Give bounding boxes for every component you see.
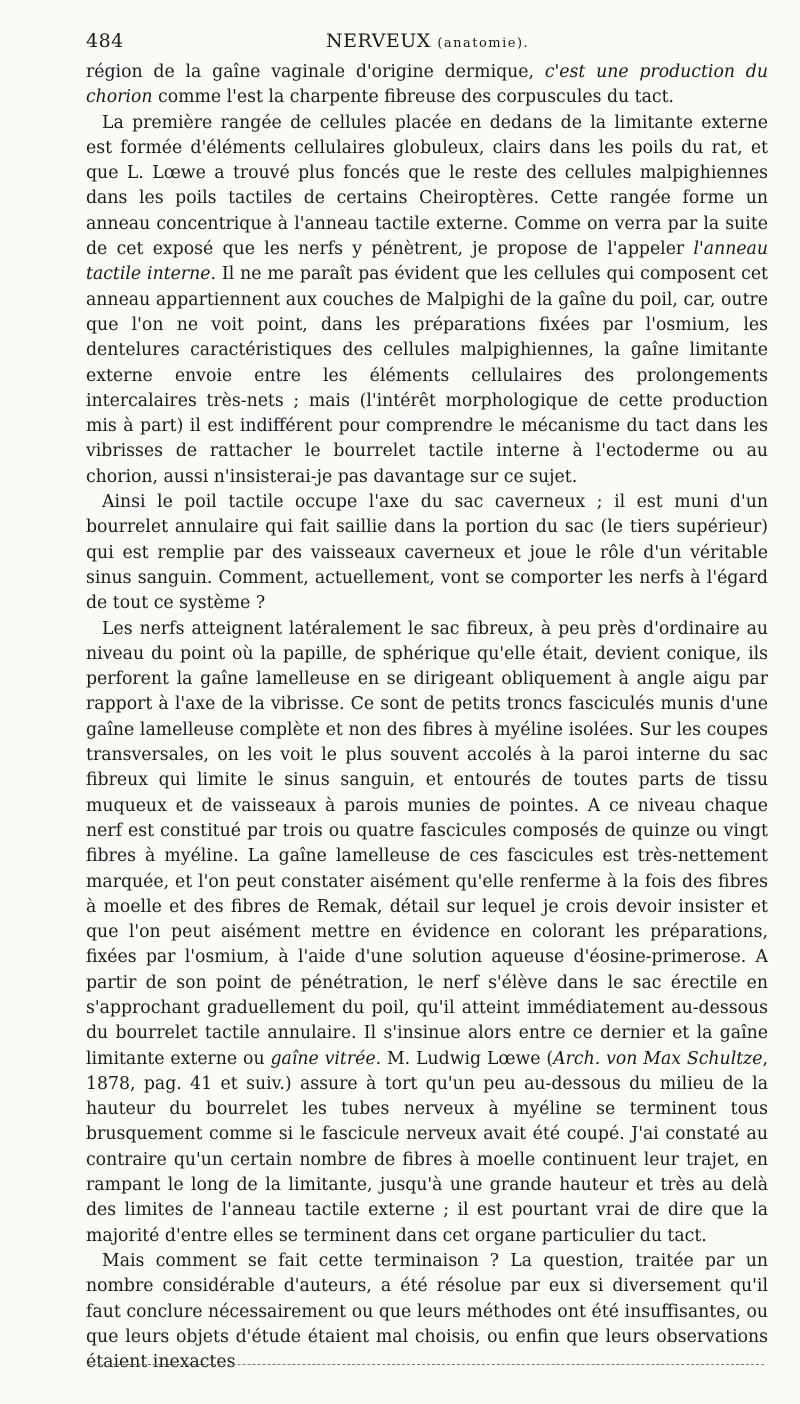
body-text xyxy=(86,60,768,1375)
paragraph-continuation xyxy=(86,60,768,111)
text-run: comme l'est la charpente fibreuse des corpuscules du tact. xyxy=(152,87,675,108)
text-run: La première rangée de cellules placée en dedans de la limitante externe est formée d'éléments cellulaires globuleux, clairs dans les poils du rat, et que L. Lœwe a trouvé plus foncés que le reste des cellules malpighiennes dans les poils tactiles de certains Cheiroptères. Cette rangée forme un anneau concentrique à l'anneau tactile externe. Comme on verra par la suite de cet exposé que les nerfs y pénètrent, je propose de l'appeler xyxy=(86,112,768,260)
text-run: , 1878, pag. 41 et suiv.) assure à tort qu'un peu au-dessous du milieu de la hauteur du bourrelet les tubes nerveux à myéline se terminent tous brusquement comme si le fascicule nerveux avait été coupé. J'ai constaté au contraire qu'un certain nombre de fibres à moelle continuent leur trajet, en rampant le long de la limitante, jusqu'à une grande hauteur et très au delà des limites de l'anneau tactile externe ; il est pourtant vrai de dire que la majorité d'entre elles se terminent dans cet organe particulier du tact. xyxy=(86,1048,768,1246)
italic-citation: Arch. von Max Schultze xyxy=(553,1048,763,1069)
book-page xyxy=(86,26,768,1375)
italic-text: c'est une production du chorion xyxy=(86,62,768,108)
italic-text: gaîne vitrée. xyxy=(270,1048,382,1069)
paragraph xyxy=(86,617,768,1249)
text-run: M. Ludwig Lœwe ( xyxy=(381,1048,554,1069)
title-main: NERVEUX xyxy=(326,30,431,52)
running-header xyxy=(86,26,768,60)
italic-text: l'anneau tactile interne. xyxy=(86,239,768,285)
running-title xyxy=(326,30,529,52)
paragraph xyxy=(86,111,768,490)
paragraph: Ainsi le poil tactile occupe l'axe du sac caverneux ; il est muni d'un bourrelet annulaire qui fait saillie dans la portion du sac (le tiers supérieur) qui est remplie par des vaisseaux caverneux et joue le rôle d'un véritable sinus sanguin. Comment, actuellement, vont se comporter les nerfs à l'égard de tout ce système ? xyxy=(86,492,768,614)
text-run: région de la gaîne vaginale d'origine dermique, xyxy=(86,62,545,82)
text-run: Il ne me paraît pas évident que les cellules qui composent cet anneau appartiennent aux couches de Malpighi de la gaîne du poil, car, outre que l'on ne voit point, dans les préparations fixées par l'osmium, les dentelures caractéristiques des cellules malpighiennes, la gaîne limitante externe envoie entre les éléments cellulaires des prolongements intercalaires très-nets ; mais (l'intérêt morphologique de cette production mis à part) il est indifférent pour comprendre le mécanisme du tact dans les vibrisses de rattacher le bourrelet tactile interne à l'ectoderme ou au chorion, aussi n'insisterai-je pas davantage sur ce sujet. xyxy=(86,264,769,487)
title-subtitle: (anatomie). xyxy=(437,36,530,51)
paragraph: Mais comment se fait cette terminaison ? La question, traitée par un nombre considérable d'auteurs, a été résolue par eux si diversement qu'il faut conclure nécessairement ou que leurs méthodes ont été insuffisantes, ou que leurs objets d'étude étaient mal choisis, ou enfin que leurs observations étaient inexactes xyxy=(86,1250,768,1373)
page-number: 484 xyxy=(86,30,124,52)
text-run: Les nerfs atteignent latéralement le sac fibreux, à peu près d'ordinaire au niveau du point où la papille, de sphérique qu'elle était, devient conique, ils perforent la gaîne lamelleuse en se dirigeant obliquement à angle aigu par rapport à l'axe de la vibrisse. Ce sont de petits troncs fasciculés munis d'une gaîne lamelleuse complète et non des fibres à myéline isolées. Sur les coupes transversales, on les voit le plus souvent accolés à la paroi interne du sac fibreux qui limite le sinus sanguin, et entourés de toutes parts de tissu muqueux et de vaisseaux à parois munies de pointes. A ce niveau chaque nerf est constitué par trois ou quatre fascicules composés de quinze ou vingt fibres à myéline. La gaîne lamelleuse de ces fascicules est très-nettement marquée, et l'on peut constater aisément qu'elle renferme à la fois des fibres à moelle et des fibres de Remak, détail sur lequel je crois devoir insister et que l'on peut aisément mettre en évidence en colorant les préparations, fixées par l'osmium, à l'aide d'une solution aqueuse d'éosine-primerose. A partir de son point de pénétration, le nerf s'élève dans le sac érectile en s'approchant graduellement du poil, qu'il atteint immédiatement au-dessous du bourrelet tactile annulaire. Il s'insinue alors entre ce dernier et la gaîne limitante externe ou xyxy=(86,618,768,1069)
footer-dashed-rule xyxy=(88,1364,764,1365)
